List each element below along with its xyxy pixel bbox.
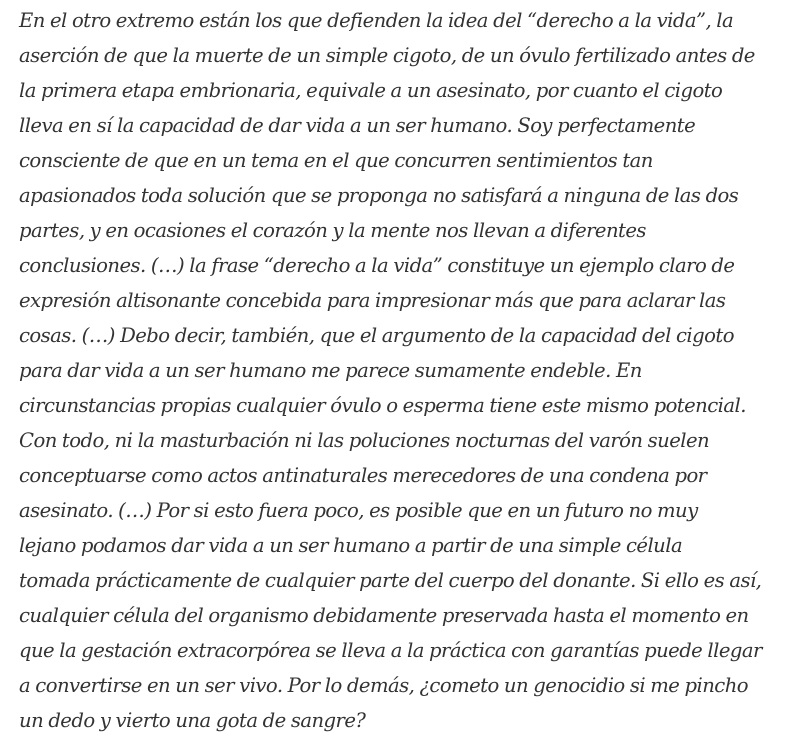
- quote-line: que la gestación extracorpórea se lleva a la práctica con garantías puede llegar: [19, 639, 762, 662]
- quote-line: aserción de que la muerte de un simple cigoto, de un óvulo fertilizado antes de: [19, 44, 755, 67]
- quote-line: cosas. (…) Debo decir, también, que el argumento de la capacidad del cigoto: [19, 324, 734, 347]
- quote-line: circunstancias propias cualquier óvulo o esperma tiene este mismo potencial.: [19, 394, 746, 417]
- quote-line: expresión altisonante concebida para impresionar más que para aclarar las: [19, 289, 726, 312]
- quote-line: partes, y en ocasiones el corazón y la mente nos llevan a diferentes: [19, 219, 646, 242]
- quote-line: asesinato. (…) Por si esto fuera poco, es posible que en un futuro no muy: [19, 499, 698, 522]
- quote-line: conclusiones. (…) la frase “derecho a la vida” constituye un ejemplo claro de: [19, 254, 735, 277]
- quote-line: cualquier célula del organismo debidamente preservada hasta el momento en: [19, 604, 749, 627]
- quote-line: lejano podamos dar vida a un ser humano a partir de una simple célula: [19, 534, 683, 557]
- quote-line: En el otro extremo están los que defienden la idea del “derecho a la vida”, la: [19, 9, 734, 32]
- quote-line: para dar vida a un ser humano me parece sumamente endeble. En: [19, 359, 642, 382]
- quote-paragraph: [19, 3, 805, 738]
- quote-line: conceptuarse como actos antinaturales merecedores de una condena por: [19, 464, 707, 487]
- quote-line: Con todo, ni la masturbación ni las poluciones nocturnas del varón suelen: [19, 429, 710, 452]
- quote-line: apasionados toda solución que se proponga no satisfará a ninguna de las dos: [19, 184, 739, 207]
- quote-line: la primera etapa embrionaria, equivale a un asesinato, por cuanto el cigoto: [19, 79, 723, 102]
- quote-line: tomada prácticamente de cualquier parte del cuerpo del donante. Si ello es así,: [19, 569, 762, 592]
- quote-line: a convertirse en un ser vivo. Por lo demás, ¿cometo un genocidio si me pincho: [19, 674, 749, 697]
- quote-line: consciente de que en un tema en el que concurren sentimientos tan: [19, 149, 653, 172]
- quote-line: lleva en sí la capacidad de dar vida a un ser humano. Soy perfectamente: [19, 114, 696, 137]
- quote-line: un dedo y vierto una gota de sangre?: [19, 709, 366, 732]
